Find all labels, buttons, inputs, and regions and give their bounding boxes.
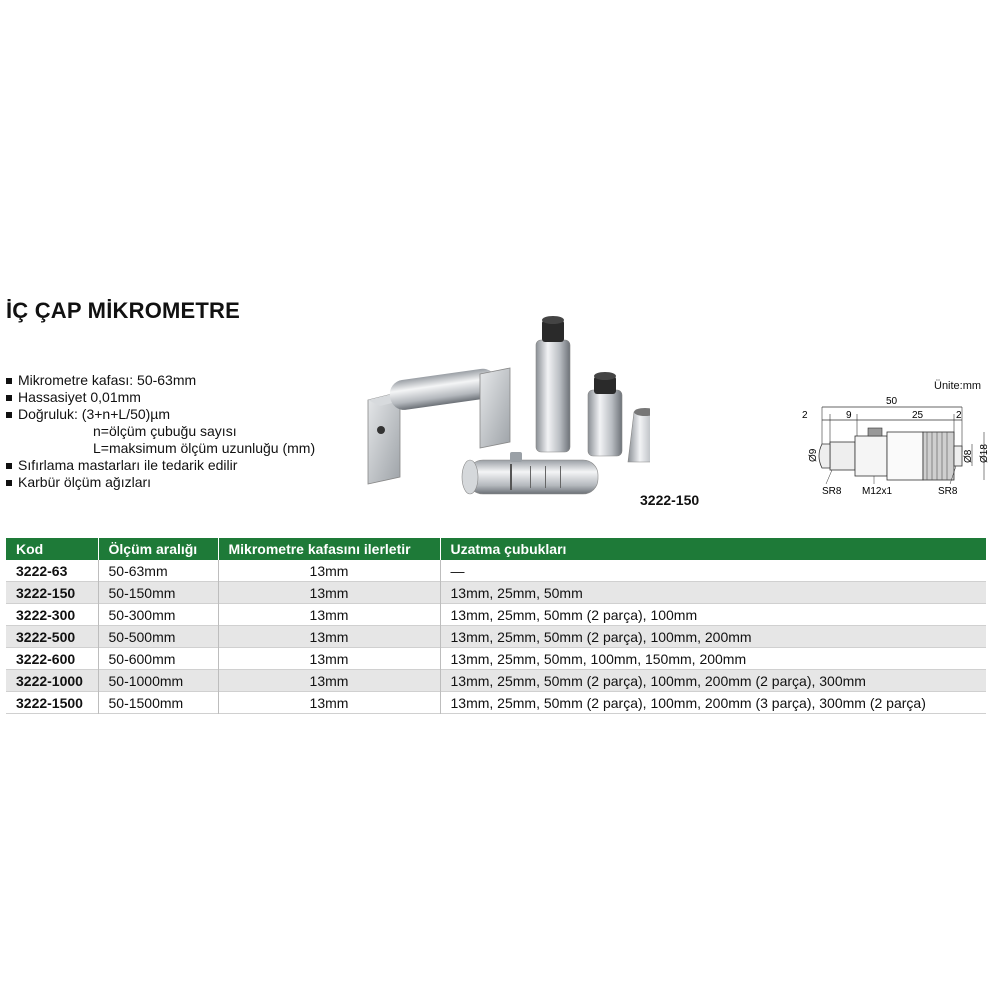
table-row (6, 648, 986, 670)
cell-travel: 13mm (218, 582, 440, 604)
col-header-range: Ölçüm aralığı (98, 538, 218, 560)
feature-item: Sıfırlama mastarları ile tedarik edilir (6, 457, 315, 474)
dim-b: 9 (846, 410, 852, 421)
col-header-extension-rods: Uzatma çubukları (440, 538, 986, 560)
cell-range: 50-63mm (98, 560, 218, 582)
product-model-caption: 3222-150 (640, 492, 700, 508)
col-header-code: Kod (6, 538, 98, 560)
cell-range: 50-300mm (98, 604, 218, 626)
dim-d: 2 (956, 410, 962, 421)
cell-code: 3222-300 (6, 604, 98, 626)
table-row (6, 560, 986, 582)
cell-travel: 13mm (218, 626, 440, 648)
cell-range: 50-1500mm (98, 692, 218, 714)
dim-c: 25 (912, 410, 924, 421)
table-row (6, 626, 986, 648)
spec-table (6, 538, 986, 714)
table-header-row (6, 538, 986, 560)
cell-rods: 13mm, 25mm, 50mm (2 parça), 100mm (440, 604, 986, 626)
cell-range: 50-600mm (98, 648, 218, 670)
cell-code: 3222-500 (6, 626, 98, 648)
cell-range: 50-500mm (98, 626, 218, 648)
micrometer-head (462, 452, 598, 494)
extension-rod-short (588, 372, 622, 456)
cell-travel: 13mm (218, 648, 440, 670)
feature-item: Karbür ölçüm ağızları (6, 474, 315, 491)
feature-item: Hassasiyet 0,01mm (6, 389, 315, 406)
table-row (6, 692, 986, 714)
cell-rods: 13mm, 25mm, 50mm (440, 582, 986, 604)
cell-rods: 13mm, 25mm, 50mm (2 parça), 100mm, 200mm (2 parça), 300mm (440, 670, 986, 692)
dimension-drawing (800, 392, 994, 504)
extension-rod-tall (536, 316, 570, 452)
col-header-head-travel: Mikrometre kafasını ilerletir (218, 538, 440, 560)
feature-item: Doğruluk: (3+n+L/50)µm (6, 406, 315, 423)
cell-code: 3222-1500 (6, 692, 98, 714)
dim-dia9: Ø9 (808, 448, 819, 462)
dim-sr-left: SR8 (822, 486, 842, 497)
feature-subitem: L=maksimum ölçüm uzunluğu (mm) (93, 440, 316, 456)
table-row (6, 670, 986, 692)
cell-code: 3222-63 (6, 560, 98, 582)
feature-subitem: n=ölçüm çubuğu sayısı (93, 423, 237, 439)
cell-travel: 13mm (218, 560, 440, 582)
measuring-cap (628, 408, 650, 462)
feature-item: Mikrometre kafası: 50-63mm (6, 372, 315, 389)
page-title: İÇ ÇAP MİKROMETRE (6, 298, 241, 323)
cell-range: 50-1000mm (98, 670, 218, 692)
dim-thread: M12x1 (862, 486, 893, 497)
dim-dia18: Ø18 (979, 444, 990, 463)
cell-rods: — (440, 560, 986, 582)
cell-range: 50-150mm (98, 582, 218, 604)
cell-code: 3222-600 (6, 648, 98, 670)
cell-travel: 13mm (218, 670, 440, 692)
cell-travel: 13mm (218, 692, 440, 714)
dim-dia8: Ø8 (963, 449, 974, 463)
cell-rods: 13mm, 25mm, 50mm, 100mm, 150mm, 200mm (440, 648, 986, 670)
dim-total: 50 (886, 396, 898, 407)
unit-label: Ünite:mm (934, 380, 982, 392)
cell-code: 3222-150 (6, 582, 98, 604)
cell-travel: 13mm (218, 604, 440, 626)
cell-code: 3222-1000 (6, 670, 98, 692)
feature-list (6, 372, 315, 491)
cell-rods: 13mm, 25mm, 50mm (2 parça), 100mm, 200mm (440, 626, 986, 648)
table-row (6, 604, 986, 626)
table-row (6, 582, 986, 604)
dim-sr-right: SR8 (938, 486, 958, 497)
cell-rods: 13mm, 25mm, 50mm (2 parça), 100mm, 200mm (3 parça), 300mm (2 parça) (440, 692, 986, 714)
dim-a: 2 (802, 410, 808, 421)
product-image (360, 312, 650, 502)
